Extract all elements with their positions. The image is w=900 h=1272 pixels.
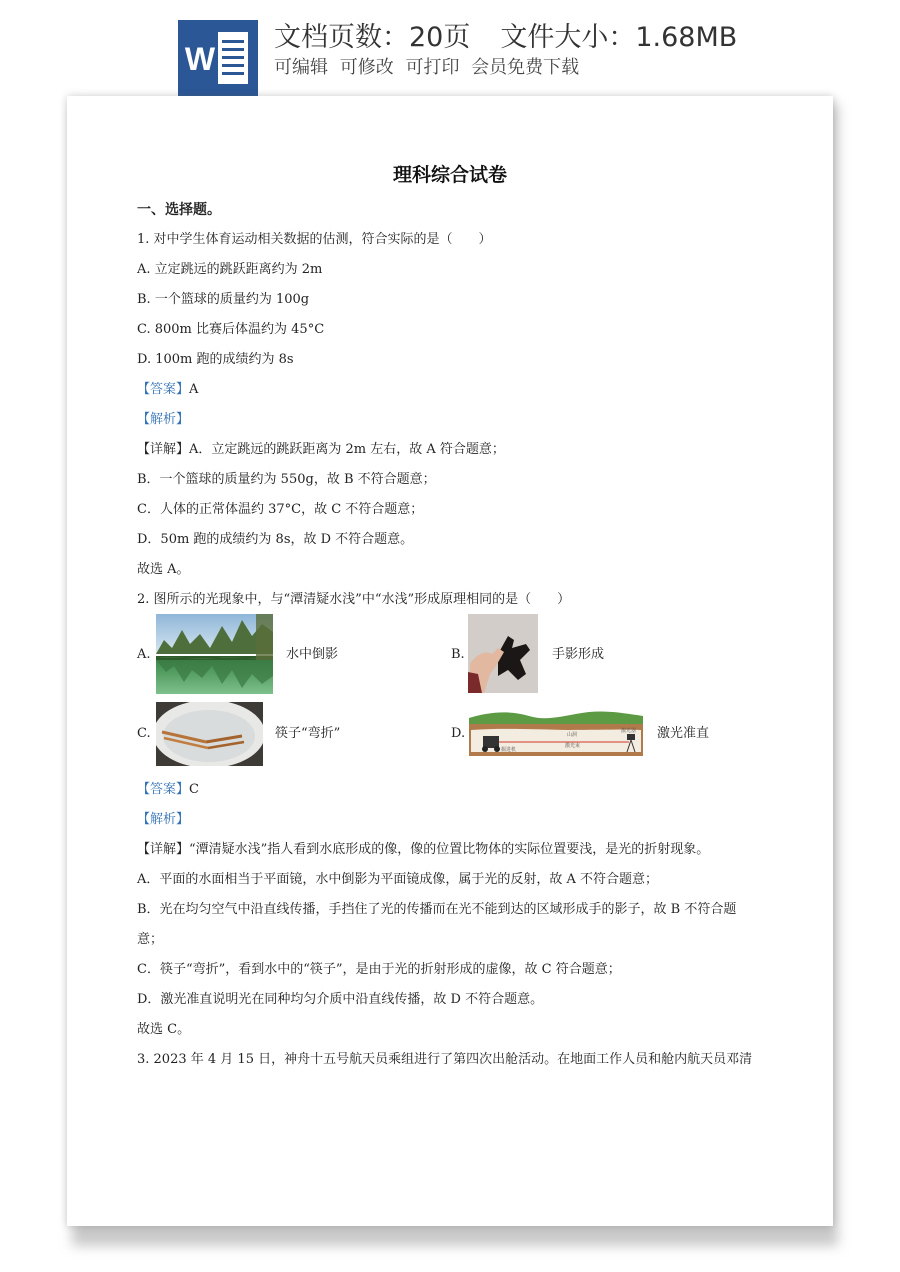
question-2-analysis-label: 【解析】 <box>137 812 190 827</box>
question-2-detail: A．平面的水面相当于平面镜，水中倒影为平面镜成像，属于光的反射，故 A 不符合题意； <box>137 872 659 887</box>
answer-value: C <box>189 782 199 797</box>
question-1-option-c: C. 800m 比赛后体温约为 45°C <box>137 322 325 337</box>
question-2-detail: 【详解】“潭清疑水浅”指人看到水底形成的像，像的位置比物体的实际位置要浅，是光的折射现象。 <box>137 842 710 857</box>
question-3-stem: 3. 2023 年 4 月 15 日，神舟十五号航天员乘组进行了第四次出舱活动。在地面工作人员和舱内航天员邓清 <box>137 1052 753 1067</box>
question-2-detail: C．筷子“弯折”，看到水中的“筷子”，是由于光的折射形成的虚像，故 C 符合题意； <box>137 962 621 977</box>
diagram-label-tunnel: 山洞 <box>567 732 578 738</box>
question-1-answer <box>137 380 198 400</box>
laser-alignment-diagram <box>469 708 643 756</box>
diagram-label-laser-beam: 激光束 <box>565 743 581 749</box>
option-a-caption: 水中倒影 <box>286 647 339 662</box>
answer-label: 【答案】 <box>137 382 190 397</box>
question-1-detail: D．50m 跑的成绩约为 8s，故 D 不符合题意。 <box>137 532 414 547</box>
document-page <box>67 96 833 1226</box>
option-b-caption: 手影形成 <box>552 647 605 662</box>
file-size: 文件大小：1.68MB <box>500 22 738 53</box>
bent-chopsticks-image <box>156 702 263 766</box>
word-icon-letter: W <box>184 41 216 77</box>
option-c-caption: 筷子“弯折” <box>275 726 341 741</box>
document-title: 理科综合试卷 <box>392 164 507 186</box>
question-1-detail: B．一个篮球的质量约为 550g，故 B 不符合题意； <box>137 472 436 487</box>
page-count: 文档页数：20页 <box>274 22 471 53</box>
option-d-caption: 激光准直 <box>657 726 710 741</box>
question-2-stem: 2. 图所示的光现象中，与“潭清疑水浅”中“水浅”形成原理相同的是（ ） <box>137 592 571 607</box>
option-d-letter: D. <box>451 726 466 741</box>
question-1-option-a: A. 立定跳远的跳跃距离约为 2m <box>137 262 323 277</box>
question-1-option-d: D. 100m 跑的成绩约为 8s <box>137 352 294 367</box>
diagram-label-laser: 激光器 <box>621 728 637 734</box>
option-c-letter: C. <box>137 726 151 741</box>
option-b-letter: B. <box>451 647 465 662</box>
hand-shadow-image <box>468 614 538 693</box>
question-2-answer <box>137 780 199 800</box>
word-document-icon <box>178 20 258 96</box>
question-2-detail: 意； <box>137 932 164 947</box>
reflection-landscape-image <box>156 614 273 694</box>
question-1-detail: 【详解】A．立定跳远的跳跃距离为 2m 左右，故 A 符合题意； <box>137 442 505 457</box>
option-a-letter: A. <box>137 647 151 662</box>
question-2-detail: D．激光准直说明光在同种均匀介质中沿直线传播，故 D 不符合题意。 <box>137 992 544 1007</box>
file-info <box>274 20 737 56</box>
diagram-label-boring-machine: 掘进机 <box>501 747 517 753</box>
question-1-analysis-label: 【解析】 <box>137 412 190 427</box>
question-1-stem: 1. 对中学生体育运动相关数据的估测，符合实际的是（ ） <box>137 232 492 247</box>
question-1-conclusion: 故选 A。 <box>137 562 190 577</box>
section-heading: 一、选择题。 <box>137 202 221 218</box>
question-1-detail: C．人体的正常体温约 37°C，故 C 不符合题意； <box>137 502 424 517</box>
download-banner <box>0 0 900 96</box>
answer-label: 【答案】 <box>137 782 190 797</box>
question-2-conclusion: 故选 C。 <box>137 1022 191 1037</box>
answer-value: A <box>189 382 199 397</box>
question-1-option-b: B. 一个篮球的质量约为 100g <box>137 292 310 307</box>
question-2-detail: B．光在均匀空气中沿直线传播，手挡住了光的传播而在光不能到达的区域形成手的影子，故 B 不符合题 <box>137 902 737 917</box>
feature-list: 可编辑 可修改 可打印 会员免费下载 <box>274 57 580 78</box>
